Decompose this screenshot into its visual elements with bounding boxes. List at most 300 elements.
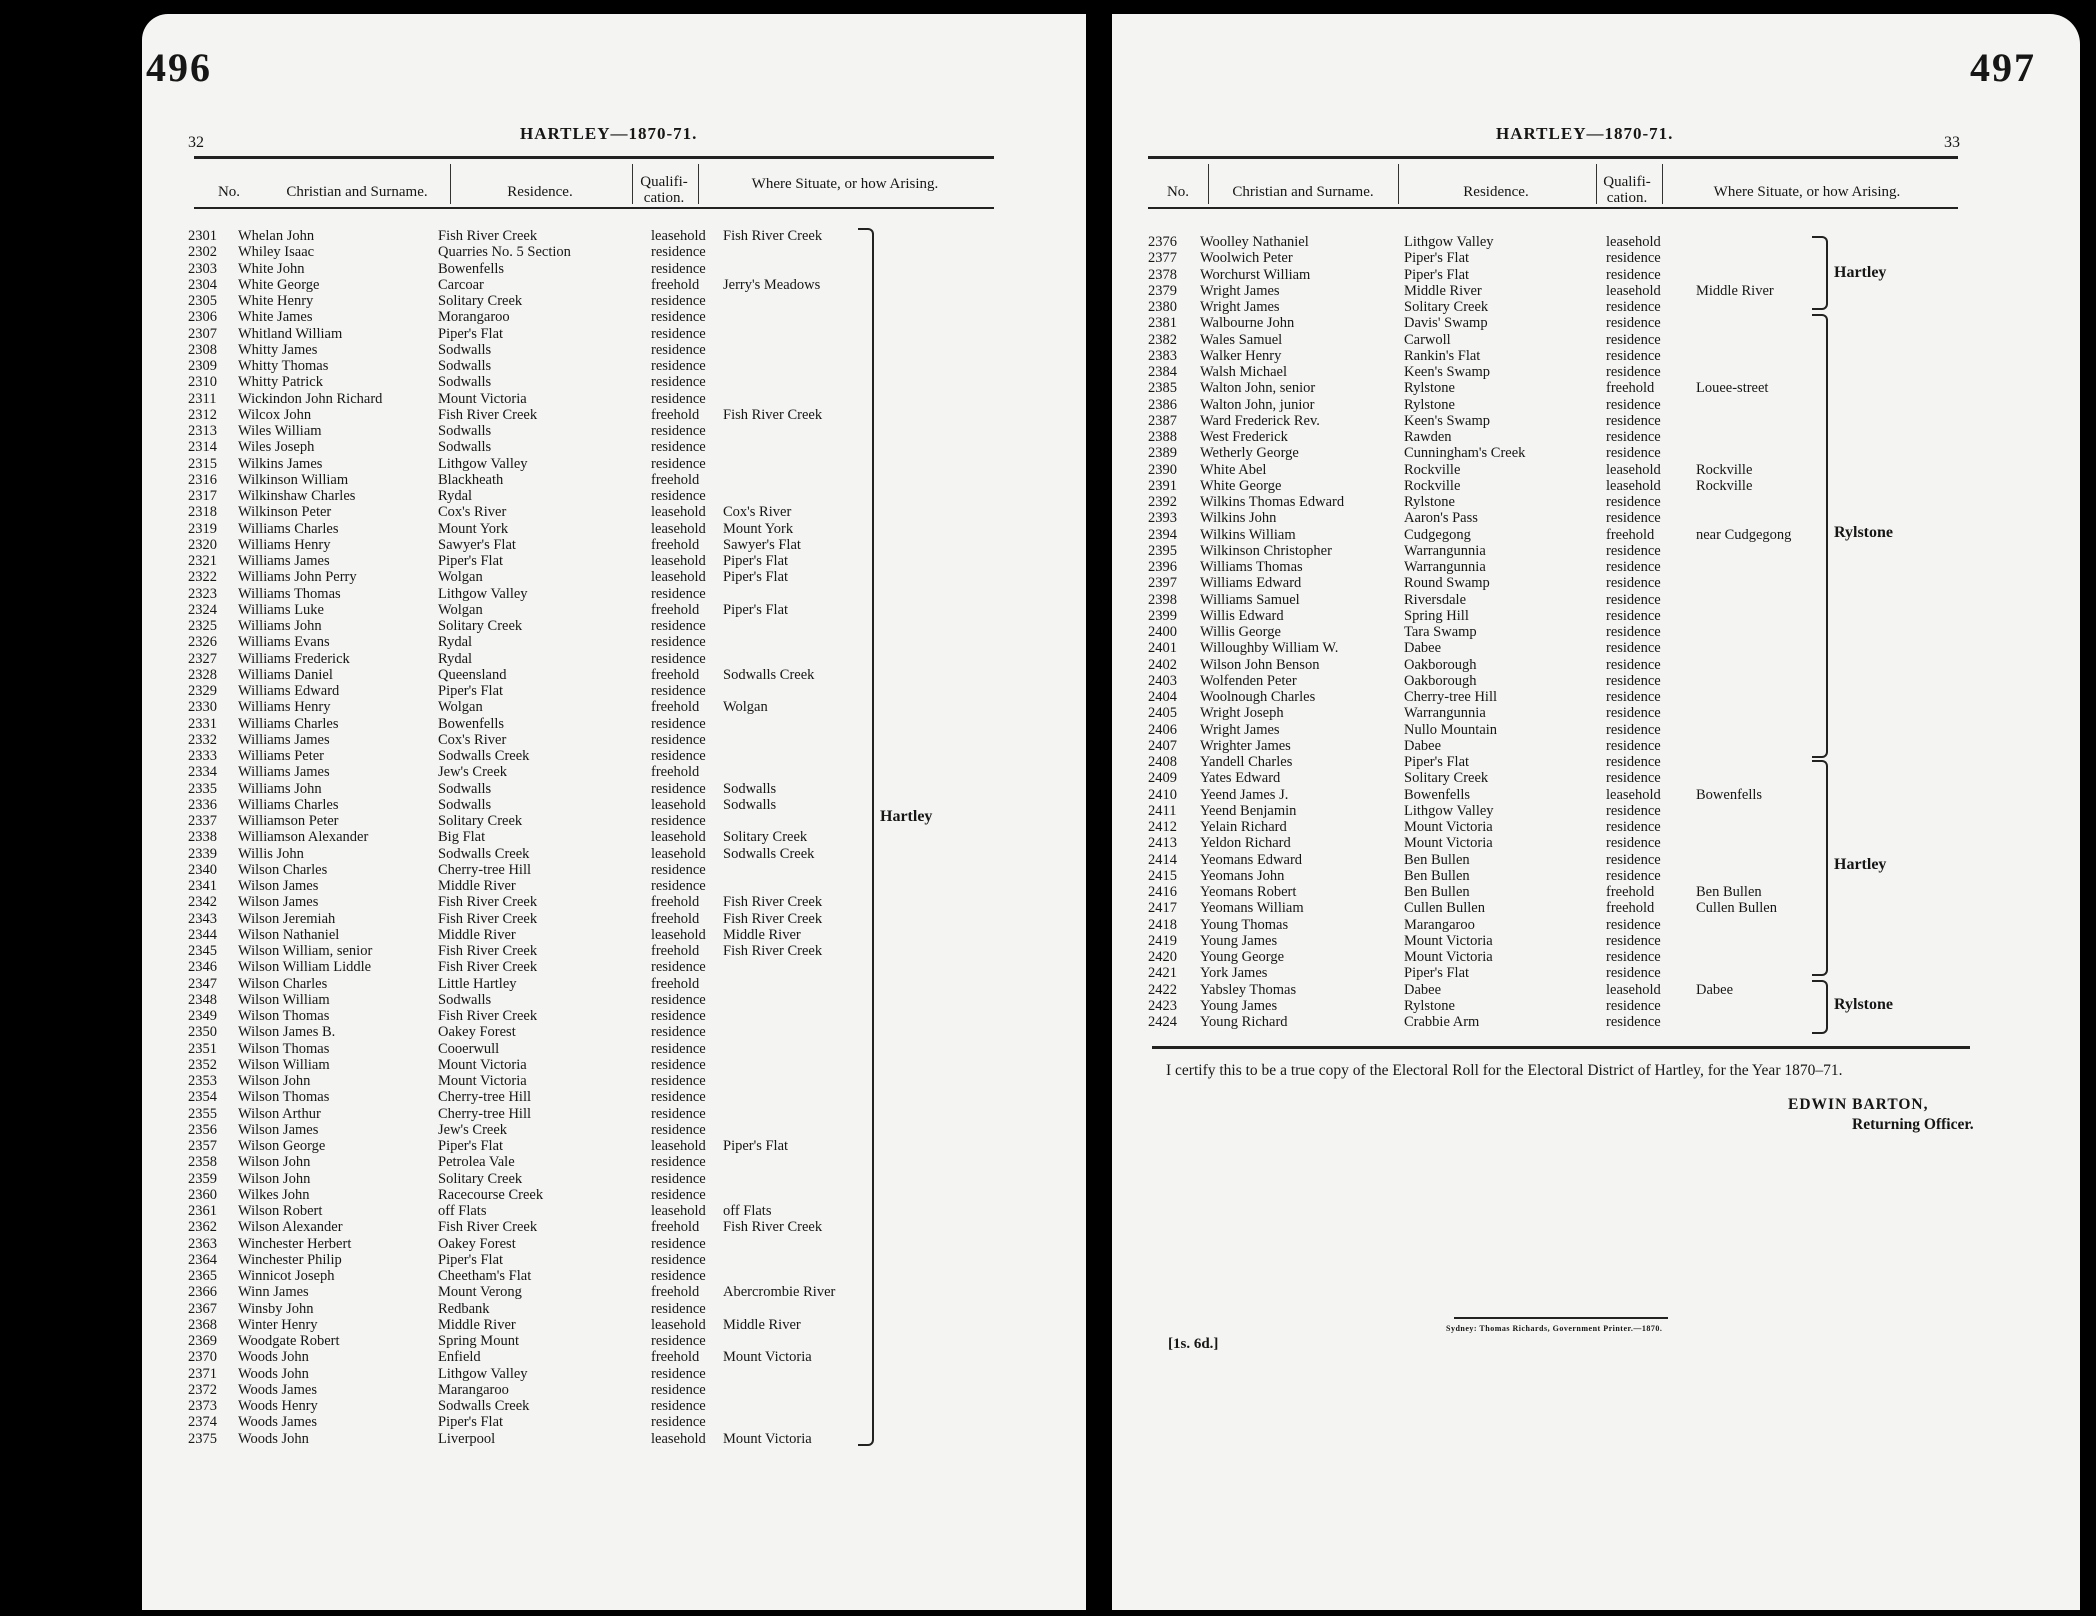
- residence: Wolgan: [438, 569, 483, 586]
- header-divider: [1662, 164, 1663, 204]
- entry-number: 2336: [188, 796, 217, 813]
- signatory-name: EDWIN BARTON,: [1788, 1096, 1929, 1113]
- residence: Quarries No. 5 Section: [438, 244, 571, 261]
- roll-entry: [188, 1187, 1018, 1203]
- elector-name: Wilkins William: [1200, 526, 1296, 543]
- brace-gutter: [883, 878, 1018, 894]
- roll-entry: [1148, 705, 1958, 721]
- brace-gutter: [1866, 657, 1958, 673]
- entry-number: 2318: [188, 504, 217, 521]
- qualification: residence: [651, 455, 706, 472]
- residence: Sodwalls: [438, 991, 492, 1008]
- price-mark: [1s. 6d.]: [1168, 1336, 1219, 1352]
- qualification: residence: [651, 439, 706, 456]
- elector-name: Wolfenden Peter: [1200, 672, 1297, 689]
- header-top-rule: [194, 156, 994, 159]
- brace-gutter: [1866, 705, 1958, 721]
- entry-number: 2375: [188, 1430, 217, 1447]
- residence: Sodwalls: [438, 423, 492, 439]
- elector-name: Winchester Philip: [238, 1251, 342, 1268]
- residence: Rylstone: [1404, 997, 1455, 1014]
- imprint-rule: [1454, 1317, 1668, 1319]
- residence: Little Hartley: [438, 975, 517, 992]
- residence: Fish River Creek: [438, 943, 538, 959]
- elector-name: Winsby John: [238, 1300, 314, 1317]
- where-situate: [1696, 754, 1866, 770]
- entry-number: 2302: [188, 244, 217, 261]
- entry-number: 2369: [188, 1333, 217, 1349]
- qualification: residence: [651, 1040, 706, 1057]
- residence: Piper's Flat: [1404, 266, 1470, 283]
- residence: Fish River Creek: [438, 959, 538, 976]
- entry-number: 2377: [1148, 250, 1177, 267]
- residence: Piper's Flat: [438, 1251, 504, 1268]
- district-brace: [858, 228, 874, 1446]
- brace-gutter: [883, 943, 1018, 959]
- qualification: residence: [651, 374, 706, 391]
- qualification: freehold: [651, 975, 700, 992]
- residence: Piper's Flat: [1404, 250, 1470, 267]
- entry-number: 2371: [188, 1365, 217, 1382]
- qualification: residence: [651, 634, 706, 651]
- roll-entry: [1148, 592, 1958, 608]
- brace-gutter: [1866, 364, 1958, 380]
- roll-entry: [1148, 348, 1958, 364]
- where-situate: Fish River Creek: [723, 910, 823, 927]
- roll-entry: [188, 748, 1018, 764]
- roll-entry: [188, 846, 1018, 862]
- entry-number: 2364: [188, 1251, 217, 1268]
- where-situate: [1696, 819, 1866, 835]
- roll-entry: [188, 764, 1018, 780]
- entry-number: 2317: [188, 488, 217, 504]
- roll-entry: [188, 1041, 1018, 1057]
- roll-entry: [188, 553, 1018, 569]
- running-head: HARTLEY—1870-71.: [1496, 124, 1674, 143]
- residence: Middle River: [438, 1316, 516, 1333]
- roll-entry: [188, 699, 1018, 715]
- entry-number: 2313: [188, 423, 217, 439]
- roll-entry: [1148, 738, 1958, 754]
- roll-entry: [1148, 835, 1958, 851]
- entry-number: 2342: [188, 894, 217, 911]
- brace-gutter: [1866, 445, 1958, 461]
- qualification: residence: [651, 1154, 706, 1171]
- qualification: freehold: [651, 764, 700, 781]
- qualification: residence: [1606, 494, 1661, 510]
- qualification: residence: [1606, 396, 1661, 413]
- brace-gutter: [883, 1089, 1018, 1105]
- entry-number: 2311: [188, 390, 217, 407]
- roll-entry: [1148, 445, 1958, 461]
- roll-entry: [188, 602, 1018, 618]
- qualification: residence: [651, 341, 706, 358]
- brace-gutter: [883, 1219, 1018, 1235]
- qualification: residence: [651, 991, 706, 1008]
- roll-entry: [1148, 1014, 1958, 1030]
- entry-number: 2372: [188, 1381, 217, 1398]
- qualification: freehold: [1606, 900, 1655, 917]
- residence: off Flats: [438, 1203, 487, 1219]
- entry-number: 2394: [1148, 526, 1177, 543]
- header-divider: [450, 164, 451, 204]
- where-situate: off Flats: [723, 1203, 772, 1219]
- brace-gutter: [883, 1024, 1018, 1040]
- entry-number: 2360: [188, 1186, 217, 1203]
- roll-entry: [188, 1301, 1018, 1317]
- qualification: residence: [1606, 949, 1661, 965]
- roll-entry: [188, 1073, 1018, 1089]
- where-situate: Rockville: [1696, 461, 1753, 478]
- elector-name: Yeomans William: [1200, 900, 1304, 917]
- elector-name: White John: [238, 260, 305, 277]
- elector-name: Walton John, junior: [1200, 396, 1315, 413]
- qualification: residence: [651, 813, 706, 829]
- residence: Cherry-tree Hill: [438, 1089, 532, 1106]
- qualification: freehold: [651, 666, 700, 683]
- entry-number: 2422: [1148, 981, 1177, 998]
- elector-name: Wilson James B.: [238, 1024, 336, 1041]
- where-situate: Rockville: [1696, 477, 1753, 494]
- col-header-no: No.: [217, 184, 241, 200]
- qualification: residence: [651, 260, 706, 277]
- residence: Fish River Creek: [438, 1219, 538, 1236]
- qualification: residence: [651, 1121, 706, 1138]
- brace-gutter: [883, 472, 1018, 488]
- where-situate: [1696, 722, 1866, 738]
- entry-number: 2355: [188, 1105, 217, 1122]
- elector-name: Winnicot Joseph: [238, 1268, 335, 1284]
- residence: Mount Victoria: [1404, 949, 1493, 965]
- where-situate: Piper's Flat: [723, 1138, 789, 1154]
- residence: Fish River Creek: [438, 228, 538, 244]
- entry-number: 2359: [188, 1170, 217, 1187]
- residence: Sodwalls: [438, 780, 492, 797]
- elector-name: Walsh Michael: [1200, 364, 1288, 380]
- roll-entry: [188, 277, 1018, 293]
- elector-name: Young George: [1200, 949, 1285, 965]
- entry-number: 2410: [1148, 786, 1177, 803]
- entry-number: 2325: [188, 618, 217, 634]
- elector-name: Woolwich Peter: [1200, 250, 1293, 267]
- roll-entry: [188, 732, 1018, 748]
- brace-label-hartley: Hartley: [880, 808, 933, 825]
- roll-entry: [188, 1317, 1018, 1333]
- brace-gutter: [883, 1252, 1018, 1268]
- elector-name: White Abel: [1200, 461, 1267, 478]
- qualification: residence: [651, 1008, 706, 1024]
- brace-gutter: [883, 1382, 1018, 1398]
- where-situate: [1696, 689, 1866, 705]
- residence: Davis' Swamp: [1404, 315, 1488, 332]
- entry-number: 2350: [188, 1024, 217, 1041]
- residence: Lithgow Valley: [438, 585, 528, 602]
- entry-number: 2392: [1148, 494, 1177, 510]
- brace-gutter: [883, 829, 1018, 845]
- elector-name: Williams Henry: [238, 699, 331, 716]
- residence: Round Swamp: [1404, 575, 1490, 592]
- folio-number: 496: [146, 45, 212, 90]
- entry-number: 2374: [188, 1414, 217, 1431]
- roll-entry: [188, 439, 1018, 455]
- roll-entry: [188, 521, 1018, 537]
- residence: Riversdale: [1404, 591, 1467, 608]
- where-situate: Piper's Flat: [723, 601, 789, 618]
- brace-gutter: [883, 1203, 1018, 1219]
- where-situate: [1696, 1014, 1866, 1030]
- residence: Piper's Flat: [438, 1414, 504, 1431]
- roll-entry: [1148, 770, 1958, 786]
- qualification: residence: [1606, 266, 1661, 283]
- qualification: freehold: [651, 699, 700, 716]
- qualification: residence: [1606, 607, 1661, 624]
- elector-name: Walker Henry: [1200, 347, 1282, 364]
- header-divider: [1208, 164, 1209, 204]
- brace-gutter: [883, 228, 1018, 244]
- residence: Marangaroo: [1404, 916, 1475, 933]
- residence: Wolgan: [438, 699, 483, 716]
- entry-number: 2387: [1148, 412, 1177, 429]
- residence: Wolgan: [438, 601, 483, 618]
- brace-gutter: [1866, 462, 1958, 478]
- qualification: residence: [1606, 867, 1661, 884]
- where-situate: [1696, 770, 1866, 786]
- residence: Big Flat: [438, 829, 486, 846]
- entry-number: 2320: [188, 536, 217, 553]
- entry-number: 2376: [1148, 234, 1177, 250]
- brace-gutter: [1866, 1014, 1958, 1030]
- entry-number: 2337: [188, 813, 217, 829]
- brace-gutter: [883, 1268, 1018, 1284]
- qualification: residence: [651, 488, 706, 504]
- residence: Liverpool: [438, 1430, 496, 1447]
- entry-number: 2338: [188, 829, 217, 846]
- roll-entry: [1148, 608, 1958, 624]
- residence: Dabee: [1404, 981, 1442, 998]
- qualification: residence: [651, 1170, 706, 1187]
- qualification: freehold: [651, 406, 700, 423]
- residence: Fish River Creek: [438, 406, 538, 423]
- roll-entry: [188, 1366, 1018, 1382]
- brace-gutter: [1866, 884, 1958, 900]
- roll-entry: [188, 488, 1018, 504]
- brace-gutter: [1866, 608, 1958, 624]
- brace-gutter: [883, 1008, 1018, 1024]
- entry-number: 2341: [188, 878, 217, 894]
- page-number: 33: [1944, 134, 1960, 151]
- qualification: freehold: [1606, 380, 1655, 397]
- qualification: residence: [651, 244, 706, 261]
- elector-name: Williams Charles: [238, 796, 339, 813]
- elector-name: Yabsley Thomas: [1200, 981, 1297, 998]
- qualification: residence: [651, 1024, 706, 1041]
- header-bottom-rule: [194, 207, 994, 209]
- brace-gutter: [883, 586, 1018, 602]
- roll-entry: [188, 1024, 1018, 1040]
- residence: Nullo Mountain: [1404, 721, 1498, 738]
- roll-entry: [188, 1154, 1018, 1170]
- qualification: residence: [651, 748, 706, 764]
- residence: Piper's Flat: [438, 683, 504, 699]
- district-brace: [1812, 314, 1828, 758]
- roll-entry: [188, 634, 1018, 650]
- col-header-name: Christian and Surname.: [1232, 184, 1374, 200]
- entry-number: 2383: [1148, 347, 1177, 364]
- roll-entry: [188, 683, 1018, 699]
- elector-name: Yeomans Edward: [1200, 851, 1303, 868]
- elector-name: Wiles William: [238, 423, 322, 439]
- elector-name: Williams Daniel: [238, 666, 333, 683]
- roll-entry: [188, 586, 1018, 602]
- brace-gutter: [883, 439, 1018, 455]
- where-situate: [1696, 657, 1866, 673]
- roll-entry: [1148, 689, 1958, 705]
- where-situate: Mount York: [723, 520, 794, 537]
- roll-entry: [1148, 917, 1958, 933]
- entry-number: 2335: [188, 780, 217, 797]
- where-situate: Wolgan: [723, 699, 768, 716]
- where-situate: Jerry's Meadows: [723, 276, 821, 293]
- qualification: leasehold: [1606, 234, 1661, 250]
- residence: Lithgow Valley: [438, 1365, 528, 1382]
- roll-entry: [1148, 819, 1958, 835]
- elector-name: Worchurst William: [1200, 266, 1311, 283]
- entry-number: 2381: [1148, 315, 1177, 332]
- roll-entry: [188, 976, 1018, 992]
- qualification: leasehold: [651, 926, 706, 943]
- residence: Solitary Creek: [1404, 770, 1489, 787]
- brace-gutter: [883, 1073, 1018, 1089]
- roll-entry: [188, 927, 1018, 943]
- roll-entry: [1148, 413, 1958, 429]
- elector-name: Willis Edward: [1200, 607, 1284, 624]
- qualification: residence: [651, 618, 706, 634]
- brace-gutter: [1866, 348, 1958, 364]
- roll-entry: [188, 894, 1018, 910]
- entry-number: 2305: [188, 293, 217, 309]
- qualification: residence: [651, 585, 706, 602]
- roll-entry: [1148, 803, 1958, 819]
- residence: Dabee: [1404, 737, 1442, 754]
- where-situate: Piper's Flat: [723, 569, 789, 586]
- brace-gutter: [883, 391, 1018, 407]
- elector-name: Wiles Joseph: [238, 439, 315, 456]
- roll-entry: [188, 569, 1018, 585]
- printer-imprint: Sydney: Thomas Richards, Government Printer.—1870.: [1446, 1324, 1663, 1333]
- elector-name: Woods John: [238, 1365, 309, 1382]
- entry-number: 2332: [188, 731, 217, 748]
- roll-entry: [188, 618, 1018, 634]
- elector-name: Young Richard: [1200, 1014, 1288, 1030]
- where-situate: [1696, 949, 1866, 965]
- where-situate: Middle River: [723, 926, 801, 943]
- entry-number: 2331: [188, 715, 217, 732]
- residence: Aaron's Pass: [1404, 510, 1478, 527]
- brace-gutter: [1866, 819, 1958, 835]
- elector-name: Wright Joseph: [1200, 705, 1284, 722]
- brace-gutter: [1866, 559, 1958, 575]
- entry-number: 2343: [188, 910, 217, 927]
- roll-entry: [1148, 640, 1958, 656]
- residence: Cox's River: [438, 504, 507, 521]
- entry-number: 2382: [1148, 331, 1177, 348]
- roll-entry: [188, 1203, 1018, 1219]
- elector-name: Woods James: [238, 1381, 317, 1398]
- where-situate: Bowenfells: [1696, 786, 1763, 803]
- entry-number: 2407: [1148, 737, 1177, 754]
- elector-name: Yeomans Robert: [1200, 884, 1297, 900]
- elector-name: Wilson William: [238, 991, 330, 1008]
- entry-number: 2323: [188, 585, 217, 602]
- brace-gutter: [1866, 624, 1958, 640]
- residence: Rawden: [1404, 429, 1452, 445]
- roll-entry: [1148, 332, 1958, 348]
- roll-entry: [1148, 234, 1958, 250]
- qualification: freehold: [651, 894, 700, 911]
- qualification: residence: [651, 1333, 706, 1349]
- elector-name: Willis John: [238, 845, 304, 862]
- elector-name: White George: [1200, 477, 1282, 494]
- entry-number: 2405: [1148, 705, 1177, 722]
- qualification: residence: [651, 1398, 706, 1414]
- elector-name: Williams John Perry: [238, 569, 357, 586]
- elector-name: Wilkinson William: [238, 471, 349, 488]
- brace-gutter: [1866, 380, 1958, 396]
- brace-gutter: [883, 1041, 1018, 1057]
- residence: Fish River Creek: [438, 894, 538, 911]
- district-brace: [1812, 980, 1828, 1034]
- where-situate: Sodwalls: [723, 780, 777, 797]
- roll-entry: [188, 1382, 1018, 1398]
- brace-gutter: [1866, 283, 1958, 299]
- brace-gutter: [883, 959, 1018, 975]
- residence: Sodwalls Creek: [438, 1398, 530, 1414]
- roll-entry: [188, 667, 1018, 683]
- residence: Crabbie Arm: [1404, 1014, 1480, 1030]
- entry-number: 2424: [1148, 1014, 1177, 1030]
- brace-gutter: [883, 716, 1018, 732]
- entry-number: 2312: [188, 406, 217, 423]
- roll-entry: [188, 1138, 1018, 1154]
- brace-gutter: [883, 748, 1018, 764]
- brace-gutter: [883, 1301, 1018, 1317]
- entry-number: 2406: [1148, 721, 1177, 738]
- brace-gutter: [883, 504, 1018, 520]
- roll-entry: [188, 342, 1018, 358]
- residence: Sodwalls Creek: [438, 748, 530, 764]
- entry-number: 2329: [188, 683, 217, 699]
- entry-number: 2345: [188, 943, 217, 959]
- entry-number: 2395: [1148, 542, 1177, 559]
- elector-name: Yelain Richard: [1200, 819, 1287, 835]
- elector-name: Wilson William: [238, 1056, 330, 1073]
- elector-name: White Henry: [238, 293, 314, 309]
- residence: Spring Hill: [1404, 607, 1469, 624]
- residence: Keen's Swamp: [1404, 412, 1490, 429]
- roll-entry: [188, 943, 1018, 959]
- qualification: residence: [651, 1105, 706, 1122]
- where-situate: near Cudgegong: [1696, 526, 1792, 543]
- brace-gutter: [1866, 413, 1958, 429]
- elector-name: Williams Charles: [238, 715, 339, 732]
- roll-entry: [1148, 673, 1958, 689]
- entry-number: 2315: [188, 455, 217, 472]
- qualification: leasehold: [651, 1138, 706, 1154]
- elector-name: Williams Evans: [238, 634, 330, 651]
- brace-gutter: [883, 1106, 1018, 1122]
- where-situate: Louee-street: [1696, 380, 1769, 397]
- entry-number: 2400: [1148, 624, 1177, 640]
